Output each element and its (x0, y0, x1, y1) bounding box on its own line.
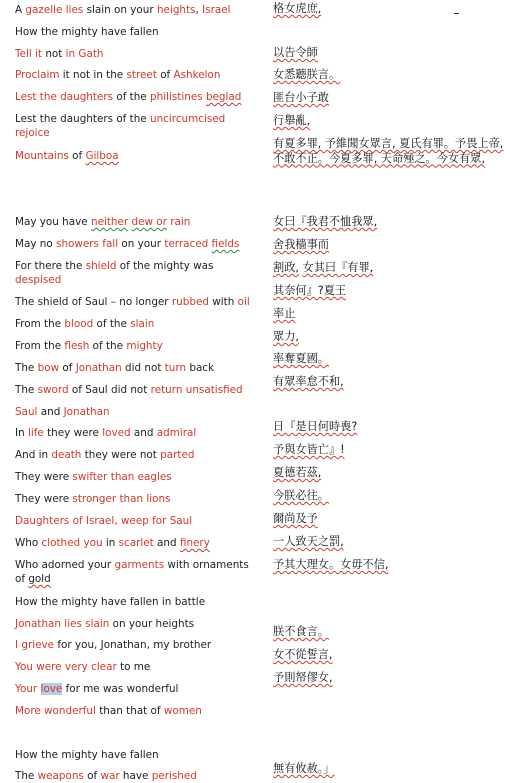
english-text-run: beglad (205, 91, 242, 103)
english-text-run: admiral (156, 427, 197, 439)
chinese-text-run: 女曰『我君不恤我眾, (273, 215, 378, 228)
english-line[interactable] (15, 259, 251, 287)
english-text-run: May no (15, 238, 57, 250)
english-text-run: A (15, 4, 26, 16)
chinese-text-run: 有夏多罪, 予維聞女眾言, 夏氏有罪。予畏上帝, 不敢不正。今夏多罪, 天命殛之。今女有眾, (273, 137, 504, 165)
chinese-line[interactable] (273, 466, 508, 481)
english-text-run: they were (43, 427, 103, 439)
chinese-text-run: 予其大理女。女毋不信, (273, 558, 389, 571)
chinese-text-run: 率止 (273, 307, 296, 320)
english-text-run: neither (90, 216, 129, 228)
english-text-run: of (68, 150, 86, 162)
english-text-run: How the mighty have fallen in battle (15, 596, 206, 608)
english-line[interactable] (15, 47, 251, 61)
english-text-run: terraced (164, 238, 209, 250)
chinese-line[interactable] (273, 238, 508, 253)
english-text-run: and (37, 406, 64, 418)
english-text-run: How the mighty have fallen (15, 26, 159, 38)
english-text-run: dew or (131, 216, 167, 228)
chinese-line[interactable] (273, 307, 508, 322)
english-line[interactable] (15, 215, 251, 229)
english-text-run: mighty (126, 340, 163, 352)
english-text-run: in Gath (65, 48, 104, 60)
chinese-line[interactable] (273, 648, 508, 663)
english-text-run: with (208, 296, 238, 308)
english-text-run: lies slain (61, 618, 110, 630)
english-text-run: back (186, 362, 215, 374)
english-text-run: love (40, 683, 63, 695)
chinese-text-run: 今朕必往。 (273, 489, 329, 502)
english-line[interactable] (15, 704, 251, 718)
english-text-run: The (15, 384, 38, 396)
english-text-run: swifter (72, 471, 108, 483)
english-text-run: Who adorned your (15, 559, 115, 571)
english-text-run: of the (89, 340, 127, 352)
english-text-run: Daughters (15, 515, 70, 527)
english-text-run: Your (15, 683, 38, 695)
english-text-run: death (51, 449, 82, 461)
chinese-line[interactable] (273, 114, 508, 129)
english-line[interactable] (15, 514, 251, 528)
english-text-run: did not (121, 362, 165, 374)
english-text-run: of the (113, 91, 151, 103)
english-text-run: For there the (15, 260, 86, 272)
english-text-run: philistines (150, 91, 203, 103)
english-text-run: They were (15, 471, 73, 483)
chinese-text-run: 爾尚及予 (273, 512, 318, 525)
english-text-run: unsatisfied (185, 384, 243, 396)
english-line[interactable] (15, 470, 251, 484)
english-text-run: From the (15, 318, 65, 330)
english-text-run: uncircumcised rejoice (15, 113, 226, 139)
chinese-text-run: 率奪夏國。 (273, 352, 329, 365)
english-text-run: and (153, 537, 180, 549)
chinese-text-run: 匪台小子敢 (273, 91, 329, 104)
english-text-run: to me (116, 661, 151, 673)
english-text-run: return (150, 384, 183, 396)
chinese-line[interactable] (273, 535, 508, 550)
chinese-text-run: 女不從誓言, (273, 648, 333, 661)
english-line[interactable] (15, 237, 251, 251)
chinese-line[interactable] (273, 762, 508, 777)
english-line[interactable] (15, 426, 251, 440)
english-text-run: of the (93, 318, 131, 330)
chinese-text-run: 予則帑僇女, (273, 671, 333, 684)
english-text-run: Lest the daughters (15, 91, 114, 103)
chinese-text-run: 日『是日何時喪? (273, 420, 358, 433)
english-text-run: The (15, 362, 38, 374)
english-text-run: clothed (41, 537, 81, 549)
english-line[interactable] (15, 595, 251, 609)
english-text-run: of (83, 770, 101, 782)
english-text-run: on your heights (109, 618, 195, 630)
english-text-run: May you have (15, 216, 91, 228)
english-text-run (37, 683, 40, 695)
english-text-run: than that of (95, 705, 164, 717)
english-line[interactable] (15, 682, 251, 696)
english-text-run: have (119, 770, 152, 782)
english-line[interactable] (15, 90, 251, 104)
english-text-run: of the mighty was (116, 260, 214, 272)
english-text-run: The shield of Saul – no longer (15, 296, 172, 308)
english-text-run: slain on your (83, 4, 157, 16)
english-text-run: weapons (37, 770, 84, 782)
english-line[interactable] (15, 492, 251, 506)
english-line[interactable] (15, 769, 251, 783)
stray-dash-mark (454, 13, 459, 14)
english-text-run: rain (170, 216, 191, 228)
english-line[interactable] (15, 558, 251, 586)
english-text-run: In (15, 427, 28, 439)
english-line[interactable] (15, 536, 251, 550)
english-text-run: of (59, 362, 76, 374)
english-text-run: lies (62, 4, 84, 16)
english-line[interactable] (15, 149, 251, 163)
english-text-run: Saul (15, 406, 38, 418)
english-text-run: fall (102, 238, 119, 250)
chinese-line[interactable] (273, 261, 508, 276)
english-text-run: in (102, 537, 119, 549)
english-text-run: gold (28, 573, 51, 585)
chinese-line[interactable] (273, 625, 508, 640)
english-text-run: showers (56, 238, 99, 250)
chinese-text-run: 以告令師 (273, 46, 318, 59)
chinese-line[interactable] (273, 2, 508, 17)
chinese-text-run: 夏德若茲, (273, 466, 322, 479)
chinese-line[interactable] (273, 137, 508, 166)
english-text-run: for me was wonderful (62, 683, 179, 695)
english-text-run: And in (15, 449, 52, 461)
english-text-run: You were very (15, 661, 88, 673)
english-text-run: heights (156, 4, 196, 16)
english-text-run: flesh (64, 340, 90, 352)
chinese-text-run: 朕不食言。 (273, 625, 329, 638)
english-text-run: scarlet (118, 537, 154, 549)
english-text-run: garments (114, 559, 165, 571)
english-text-run: Ashkelon (173, 69, 221, 81)
english-text-run: shield (85, 260, 117, 272)
english-line[interactable] (15, 660, 251, 674)
english-text-run: They were (15, 493, 73, 505)
chinese-line[interactable] (273, 558, 508, 573)
chinese-line[interactable] (273, 215, 508, 230)
english-text-run: I grieve (15, 639, 55, 651)
english-text-run: How the mighty have fallen (15, 749, 159, 761)
chinese-text-run: 女其曰『有罪, (302, 261, 374, 274)
english-line[interactable] (15, 383, 251, 397)
chinese-text-run: 有眾率怠不和, (273, 375, 344, 388)
english-text-run: Jonathan (63, 406, 110, 418)
english-text-run: The (15, 770, 38, 782)
english-text-run: oil (237, 296, 250, 308)
english-text-run: bow (37, 362, 60, 374)
english-text-run: not (42, 48, 66, 60)
english-text-run: you (83, 537, 103, 549)
chinese-text-run: 割政, (273, 261, 299, 274)
english-text-run: street (126, 69, 157, 81)
english-text-run: , (195, 4, 203, 16)
english-line[interactable] (15, 295, 251, 309)
chinese-text-run: 其奈何』?夏王 (273, 284, 347, 297)
chinese-line[interactable] (273, 420, 508, 435)
english-text-run: of Israel, weep for Saul (72, 515, 193, 527)
english-text-run: Who (15, 537, 42, 549)
english-text-run: finery (179, 537, 210, 549)
chinese-text-run: 舍我穡事而 (273, 238, 329, 251)
english-text-run: Jonathan (15, 618, 61, 630)
english-line[interactable] (15, 405, 251, 419)
chinese-text-run: 一人致天之罰, (273, 535, 344, 548)
chinese-line[interactable] (273, 443, 508, 458)
english-text-run: on your (118, 238, 165, 250)
chinese-line[interactable] (273, 375, 508, 390)
english-text-run: turn (164, 362, 187, 374)
english-text-run: fields (211, 238, 240, 250)
english-line[interactable] (15, 361, 251, 375)
english-text-run: gazelle (25, 4, 63, 16)
english-text-run: for you, Jonathan, my brother (54, 639, 212, 651)
english-text-run: stronger (72, 493, 117, 505)
english-line[interactable] (15, 317, 251, 331)
english-text-run: life (27, 427, 44, 439)
chinese-line[interactable] (273, 489, 508, 504)
english-text-run: loved (102, 427, 131, 439)
chinese-text-run: 女悉聽朕言。 (273, 68, 341, 81)
chinese-line[interactable] (273, 68, 508, 83)
english-text-run: they were not (81, 449, 161, 461)
chinese-line[interactable] (273, 512, 508, 527)
english-text-run: From the (15, 340, 65, 352)
english-line[interactable] (15, 448, 251, 462)
english-text-run: with ornaments of (15, 559, 249, 585)
english-text-run: blood (64, 318, 94, 330)
english-text-run: slain (130, 318, 155, 330)
english-line[interactable] (15, 339, 251, 353)
english-text-run: of (156, 69, 174, 81)
english-line[interactable] (15, 68, 251, 82)
english-line[interactable] (15, 617, 251, 631)
english-text-run: than lions (119, 493, 171, 505)
english-text-run: than eagles (110, 471, 172, 483)
chinese-line[interactable] (273, 46, 508, 61)
english-text-run: Lest the daughters of the (15, 113, 151, 125)
chinese-text-run: 行舉亂, (273, 114, 311, 127)
english-text-run: rubbed (171, 296, 209, 308)
english-text-run: parted (160, 449, 195, 461)
english-line[interactable] (15, 3, 251, 17)
english-text-run: Gilboa (85, 150, 119, 162)
english-text-run: Mountains (15, 150, 69, 162)
chinese-line[interactable] (273, 352, 508, 367)
english-text-run: women (163, 705, 202, 717)
chinese-line[interactable] (273, 330, 508, 345)
english-text-run: of Saul did not (68, 384, 151, 396)
english-text-run: it not in the (59, 69, 127, 81)
english-text-run: Proclaim (15, 69, 60, 81)
english-line[interactable] (15, 25, 251, 39)
english-text-run: More wonderful (15, 705, 96, 717)
english-text-run: Jonathan (75, 362, 122, 374)
chinese-text-run: 眾力, (273, 330, 299, 343)
english-text-run: and (130, 427, 157, 439)
english-text-run: clear (91, 661, 117, 673)
english-line[interactable] (15, 748, 251, 762)
chinese-line[interactable] (273, 91, 508, 106)
chinese-text-run: 格女虎庶, (273, 2, 322, 15)
english-line[interactable] (15, 638, 251, 652)
english-text-run: Tell it (15, 48, 43, 60)
chinese-text-run: 予與女皆亡』! (273, 443, 345, 456)
english-text-run: Israel (202, 4, 231, 16)
chinese-line[interactable] (273, 284, 508, 299)
english-line[interactable] (15, 112, 251, 140)
english-text-run: sword (37, 384, 69, 396)
chinese-line[interactable] (273, 671, 508, 686)
chinese-text-run: 無有攸赦。」 (273, 762, 335, 775)
english-text-run: despised (15, 274, 62, 286)
english-text-run: perished (151, 770, 197, 782)
english-text-run: war (100, 770, 120, 782)
